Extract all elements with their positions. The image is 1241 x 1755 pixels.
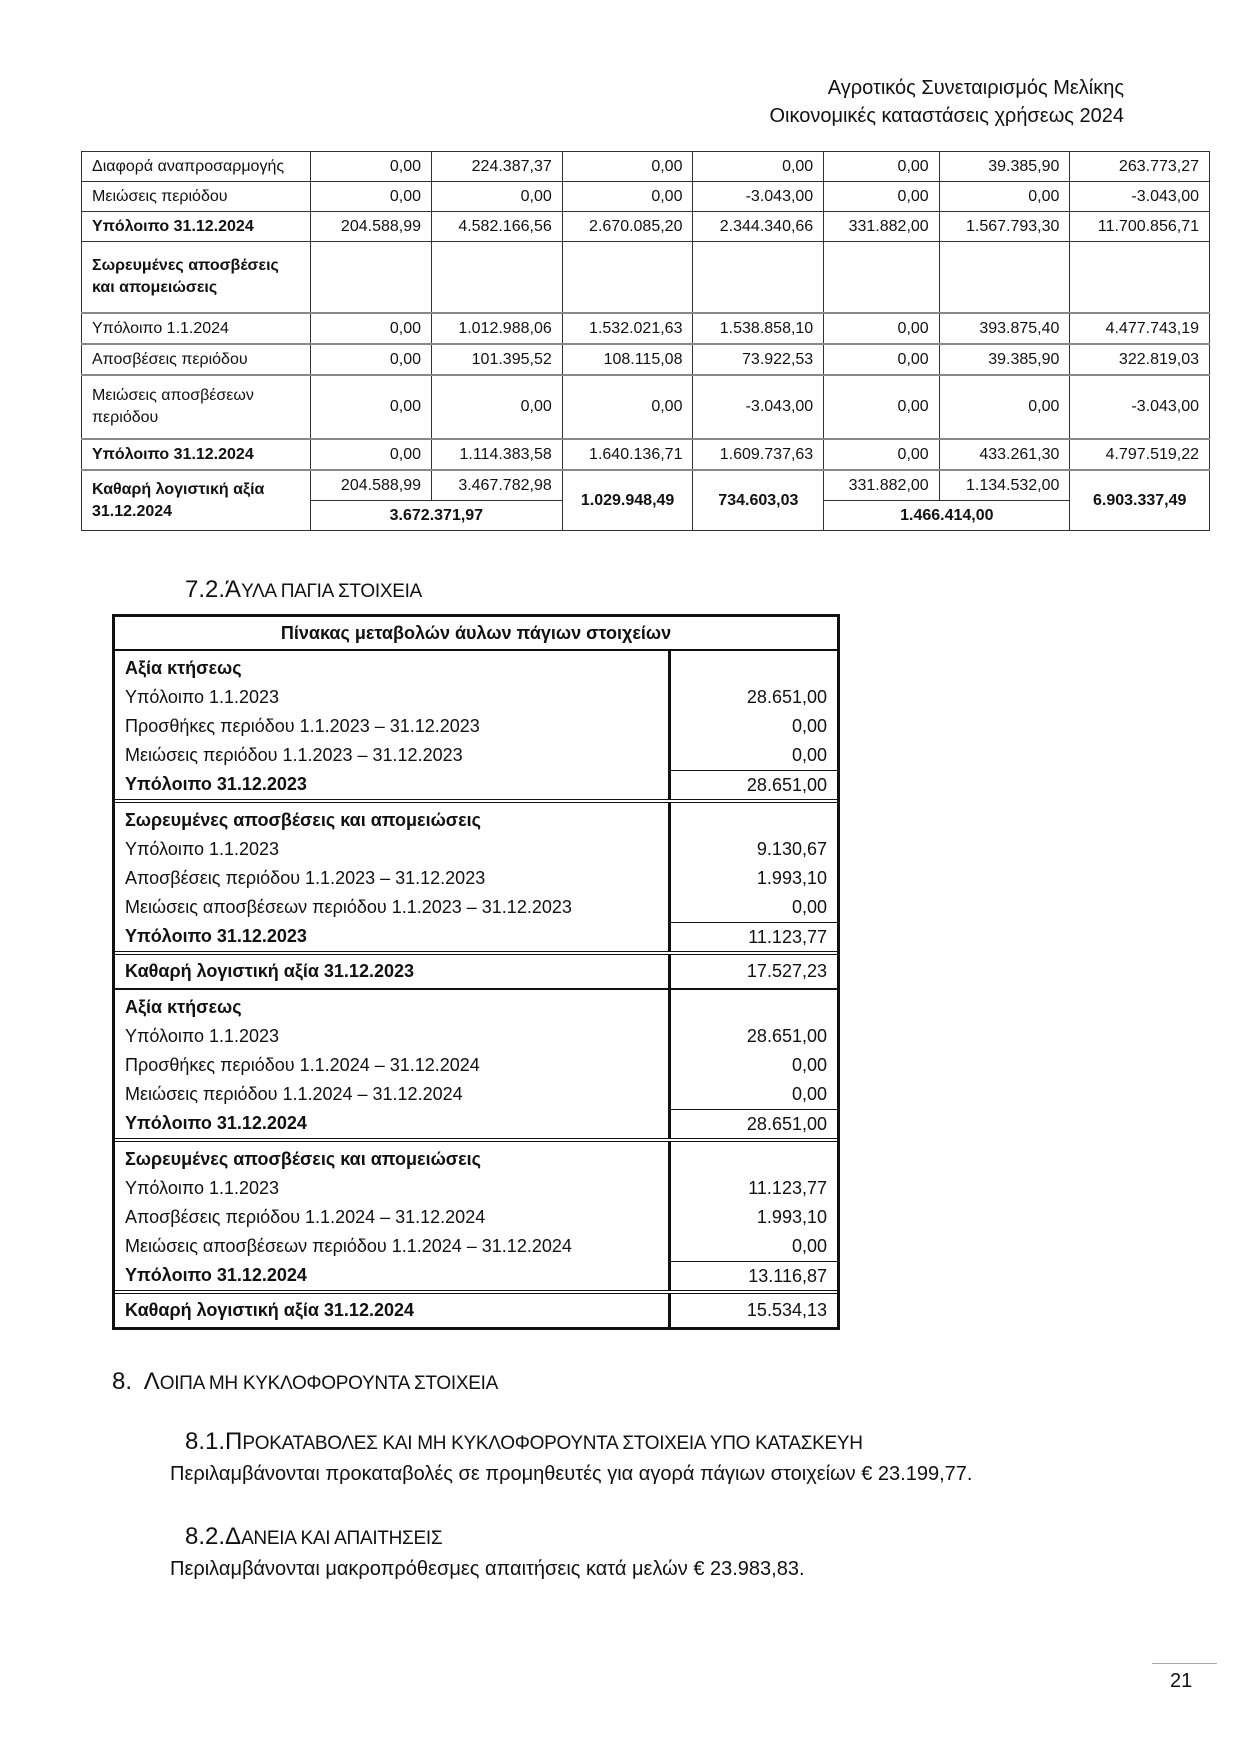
row-label: Υπόλοιπο 31.12.2024 (115, 1261, 671, 1290)
section-title: ΡΟΚΑΤΑΒΟΛΕΣ ΚΑΙ ΜΗ ΚΥΚΛΟΦΟΡΟΥΝΤΑ ΣΤΟΙΧΕΙΑ ΥΠΟ ΚΑΤΑΣΚΕΥΗ (242, 1433, 863, 1454)
row-label: Μειώσεις αποσβέσεων περιόδου (82, 375, 311, 439)
cell-value: 101.395,52 (432, 344, 563, 375)
table-row (115, 893, 837, 922)
total-value: 6.903.337,49 (1070, 470, 1210, 531)
subtotal-row (115, 770, 837, 803)
row-value (671, 1142, 837, 1174)
row-label: Αποσβέσεις περιόδου 1.1.2024 – 31.12.2024 (115, 1203, 671, 1232)
cell-value: 39.385,90 (939, 152, 1070, 182)
cell-value: 331.882,00 (824, 212, 939, 242)
cell-value: 0,00 (562, 375, 693, 439)
row-label: Σωρευμένες αποσβέσεις και απομειώσεις (115, 803, 671, 835)
table-row (82, 375, 1210, 439)
table-row (115, 1174, 837, 1203)
cell-value (693, 242, 824, 314)
cell-value: 108.115,08 (562, 344, 693, 375)
cell-value: 224.387,37 (432, 152, 563, 182)
row-label: Μειώσεις περιόδου 1.1.2024 – 31.12.2024 (115, 1080, 671, 1109)
row-label: Υπόλοιπο 1.1.2023 (115, 1022, 671, 1051)
cell-value: 0,00 (311, 313, 432, 344)
cell-value: 1.532.021,63 (562, 313, 693, 344)
cell-value: -3.043,00 (1070, 375, 1210, 439)
cell-value: 0,00 (693, 152, 824, 182)
row-value: 11.123,77 (671, 922, 837, 951)
row-label: Μειώσεις αποσβέσεων περιόδου 1.1.2024 – 31.12.2024 (115, 1232, 671, 1261)
section-number: 7.2. (185, 576, 226, 603)
row-value: 28.651,00 (671, 770, 837, 799)
row-value: 1.993,10 (756, 868, 827, 888)
table-row (82, 439, 1210, 470)
row-label: Υπόλοιπο 31.12.2023 (115, 922, 671, 951)
cell-value: 1.012.988,06 (432, 313, 563, 344)
cell-value (311, 242, 432, 314)
cell-value: 4.582.166,56 (432, 212, 563, 242)
section-heading-row (115, 803, 837, 835)
cell-value (824, 242, 939, 314)
table-row (115, 835, 837, 864)
cell-value: 0,00 (824, 182, 939, 212)
row-label: Μειώσεις περιόδου (82, 182, 311, 212)
cell-value (562, 242, 693, 314)
row-label: Καθαρή λογιστική αξία 31.12.2024 (82, 470, 311, 531)
row-label: Προσθήκες περιόδου 1.1.2024 – 31.12.2024 (115, 1051, 671, 1080)
row-value: 28.651,00 (671, 1109, 837, 1138)
intangible-table-title: Πίνακας μεταβολών άυλων πάγιων στοιχείων (115, 617, 837, 651)
section-8-heading (112, 1368, 498, 1396)
cell-value: 2.670.085,20 (562, 212, 693, 242)
row-label: Αξία κτήσεως (115, 990, 671, 1022)
cell-value (939, 242, 1070, 314)
footer-divider (1152, 1663, 1217, 1664)
subtotal-row (115, 1109, 837, 1142)
cell-value: 0,00 (824, 439, 939, 470)
table-row (115, 712, 837, 741)
row-value: 0,00 (791, 716, 827, 736)
cell-value: 0,00 (311, 375, 432, 439)
cell-value (1070, 242, 1210, 314)
cell-value: 0,00 (311, 152, 432, 182)
row-label: Υπόλοιπο 1.1.2024 (82, 313, 311, 344)
cell-value: 1.609.737,63 (693, 439, 824, 470)
cell-value: 39.385,90 (939, 344, 1070, 375)
cell-value: 393.875,40 (939, 313, 1070, 344)
row-value: 13.116,87 (671, 1261, 837, 1290)
cell-value: -3.043,00 (693, 182, 824, 212)
row-value (671, 651, 837, 683)
net-book-value-row (115, 955, 837, 988)
row-value (671, 990, 837, 1022)
cell-value: 0,00 (824, 313, 939, 344)
row-label: Μειώσεις περιόδου 1.1.2023 – 31.12.2023 (115, 741, 671, 770)
subtotal-row (115, 1261, 837, 1294)
cell-value: 0,00 (939, 375, 1070, 439)
row-label: Καθαρή λογιστική αξία 31.12.2023 (115, 955, 671, 988)
table-row (82, 344, 1210, 375)
cell-value: 433.261,30 (939, 439, 1070, 470)
section-8-2-text: Περιλαμβάνονται μακροπρόθεσμες απαιτήσεις κατά μελών € 23.983,83. (170, 1558, 805, 1580)
row-value: 0,00 (791, 1055, 827, 1075)
cell-value: 0,00 (432, 375, 563, 439)
cell-value: 204.588,99 (311, 470, 432, 501)
document-subtitle: Οικονομικές καταστάσεις χρήσεως 2024 (769, 105, 1124, 127)
section-number: 8. (112, 1368, 133, 1395)
row-label: Υπόλοιπο 31.12.2024 (115, 1109, 671, 1138)
section-number: 8.2. (185, 1523, 226, 1550)
row-label: Αποσβέσεις περιόδου 1.1.2023 – 31.12.2023 (115, 864, 671, 893)
cell-value: 263.773,27 (1070, 152, 1210, 182)
table-row (82, 212, 1210, 242)
subtotal-row (115, 922, 837, 955)
row-label: Υπόλοιπο 1.1.2023 (115, 683, 671, 712)
section-8-1-text: Περιλαμβάνονται προκαταβολές σε προμηθευτές για αγορά πάγιων στοιχείων € 23.199,77. (170, 1463, 973, 1485)
cell-value: 0,00 (824, 375, 939, 439)
table-row (115, 683, 837, 712)
section-title: ΑΝΕΙΑ ΚΑΙ ΑΠΑΙΤΗΣΕΙΣ (241, 1528, 443, 1549)
cell-value: 0,00 (432, 182, 563, 212)
section-initial: Λ (143, 1368, 160, 1395)
row-value: 15.534,13 (746, 1300, 827, 1320)
cell-value: 1.538.858,10 (693, 313, 824, 344)
cell-value: 734.603,03 (693, 470, 824, 531)
row-label: Διαφορά αναπροσαρμογής (82, 152, 311, 182)
row-value: 17.527,23 (746, 961, 827, 981)
table-row (82, 313, 1210, 344)
table-row (115, 741, 837, 770)
table-row (115, 1203, 837, 1232)
table-row (115, 1080, 837, 1109)
table-row (82, 182, 1210, 212)
cell-value: 1.029.948,49 (562, 470, 693, 531)
section-8-1-heading (185, 1428, 863, 1456)
cell-value: 1.640.136,71 (562, 439, 693, 470)
cell-value: 0,00 (824, 344, 939, 375)
section-heading-row (115, 990, 837, 1022)
section-initial: Δ (225, 1523, 242, 1550)
intangible-period-block (115, 651, 837, 988)
row-value: 0,00 (791, 897, 827, 917)
cell-value: 0,00 (939, 182, 1070, 212)
subtotal-value: 1.466.414,00 (824, 501, 1070, 531)
cell-value: 4.797.519,22 (1070, 439, 1210, 470)
section-number: 8.1. (185, 1428, 226, 1455)
cell-value: 0,00 (562, 152, 693, 182)
table-row (115, 864, 837, 893)
row-value: 28.651,00 (746, 1026, 827, 1046)
row-value: 1.993,10 (756, 1207, 827, 1227)
row-label: Υπόλοιπο 1.1.2023 (115, 835, 671, 864)
row-label: Μειώσεις αποσβέσεων περιόδου 1.1.2023 – 31.12.2023 (115, 893, 671, 922)
net-book-value-row (115, 1294, 837, 1327)
cell-value: 0,00 (311, 439, 432, 470)
row-label: Αξία κτήσεως (115, 651, 671, 683)
row-label: Σωρευμένες αποσβέσεις και απομειώσεις (115, 1142, 671, 1174)
row-label: Υπόλοιπο 31.12.2024 (82, 439, 311, 470)
table-row (115, 1051, 837, 1080)
row-label: Προσθήκες περιόδου 1.1.2023 – 31.12.2023 (115, 712, 671, 741)
row-label: Καθαρή λογιστική αξία 31.12.2024 (115, 1294, 671, 1327)
fixed-assets-table (81, 151, 1210, 531)
cell-value: 3.467.782,98 (432, 470, 563, 501)
page-header (769, 74, 1124, 130)
row-label: Αποσβέσεις περιόδου (82, 344, 311, 375)
cell-value: -3.043,00 (693, 375, 824, 439)
intangible-assets-table (112, 614, 840, 1330)
cell-value: -3.043,00 (1070, 182, 1210, 212)
row-value: 11.123,77 (748, 1178, 827, 1198)
row-value (671, 803, 837, 835)
cell-value: 11.700.856,71 (1070, 212, 1210, 242)
section-8-2-heading (185, 1523, 442, 1551)
row-value: 9.130,67 (756, 839, 827, 859)
section-7-2-heading (185, 576, 422, 604)
section-initial: Ά (225, 576, 242, 603)
organization-name: Αγροτικός Συνεταιρισμός Μελίκης (827, 77, 1124, 99)
subtotal-value: 3.672.371,97 (311, 501, 563, 531)
section-title: ΟΙΠΑ ΜΗ ΚΥΚΛΟΦΟΡΟΥΝΤΑ ΣΤΟΙΧΕΙΑ (159, 1373, 498, 1394)
row-value: 0,00 (791, 1084, 827, 1104)
cell-value: 0,00 (824, 152, 939, 182)
table-row (115, 1232, 837, 1261)
cell-value: 4.477.743,19 (1070, 313, 1210, 344)
cell-value: 0,00 (311, 182, 432, 212)
cell-value: 1.134.532,00 (939, 470, 1070, 501)
section-title: ΥΛΑ ΠΑΓΙΑ ΣΤΟΙΧΕΙΑ (241, 581, 422, 602)
section-heading-row (115, 651, 837, 683)
table-row (115, 1022, 837, 1051)
cell-value (432, 242, 563, 314)
net-book-value-row (82, 470, 1210, 501)
page-number: 21 (1170, 1670, 1193, 1692)
cell-value: 331.882,00 (824, 470, 939, 501)
row-label: Υπόλοιπο 1.1.2023 (115, 1174, 671, 1203)
cell-value: 1.114.383,58 (432, 439, 563, 470)
row-label: Υπόλοιπο 31.12.2023 (115, 770, 671, 799)
cell-value: 0,00 (311, 344, 432, 375)
cell-value: 322.819,03 (1070, 344, 1210, 375)
cell-value: 2.344.340,66 (693, 212, 824, 242)
row-label: Υπόλοιπο 31.12.2024 (82, 212, 311, 242)
row-label: Σωρευμένες αποσβέσεις και απομειώσεις (82, 242, 311, 314)
row-value: 28.651,00 (746, 687, 827, 707)
cell-value: 1.567.793,30 (939, 212, 1070, 242)
row-value: 0,00 (791, 1236, 827, 1256)
section-initial: Π (225, 1428, 243, 1455)
cell-value: 0,00 (562, 182, 693, 212)
intangible-period-block (115, 988, 837, 1327)
table-row (82, 152, 1210, 182)
cell-value: 204.588,99 (311, 212, 432, 242)
section-heading-row (115, 1142, 837, 1174)
row-value: 0,00 (791, 745, 827, 765)
cell-value: 73.922,53 (693, 344, 824, 375)
table-row (82, 242, 1210, 314)
